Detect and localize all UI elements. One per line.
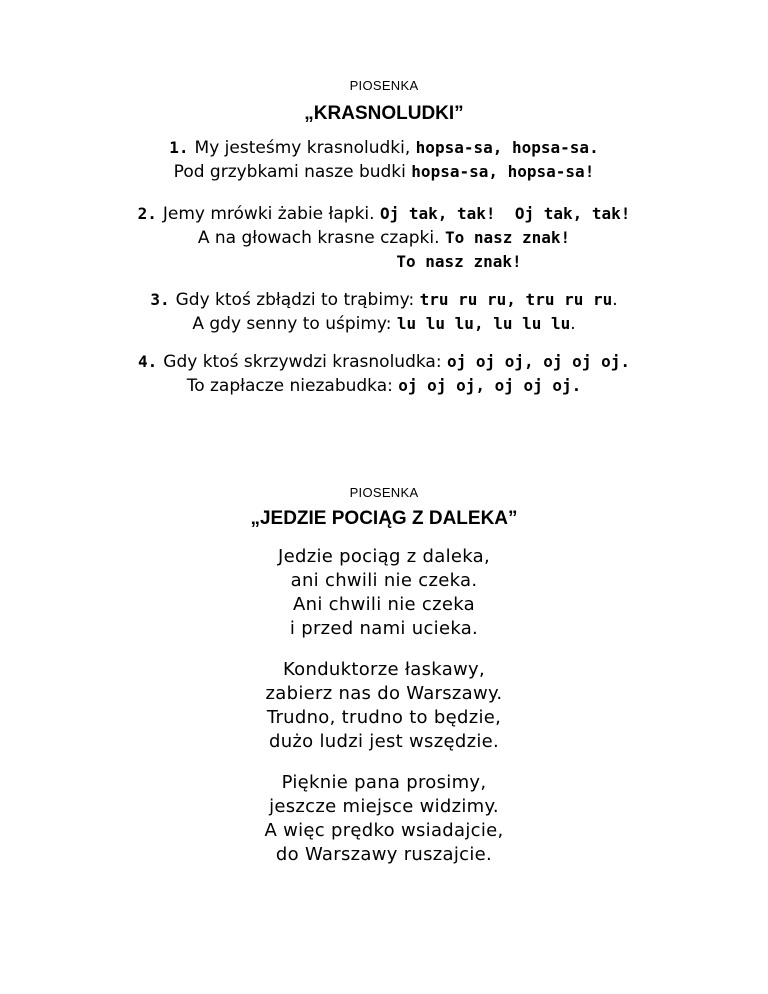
verse-line: dużo ludzi jest wszędzie. [268,731,500,752]
verse-line [0,202,768,226]
verse-line: Ani chwili nie czeka [293,594,475,615]
verse-text: Pod grzybkami nasze budki [173,162,412,182]
stanza-number: 4. [138,352,158,371]
verse-text: A na głowach krasne czapki. [197,228,445,248]
verse-line [0,374,768,398]
verse-text: To zapłacze niezabudka: [186,376,399,396]
verse-text: Jemy mrówki żabie łapki. [162,204,380,224]
song-2-title: „JEDZIE POCIĄG Z DALEKA” [250,508,518,529]
stanza-number: 3. [150,290,170,309]
verse-line: zabierz nas do Warszawy. [265,683,503,704]
verse-line [0,226,768,250]
song-1-stanza-2 [0,202,768,274]
refrain-text: oj oj oj, oj oj oj. [398,376,582,395]
verse-text: Gdy ktoś skrzywdzi krasnoludka: [163,352,447,372]
verse-line [0,350,768,374]
refrain-text: Oj tak, tak! Oj tak, tak! [379,204,631,223]
song-jedzie-pociag [0,485,768,884]
verse-text: Gdy ktoś zbłądzi to trąbimy: [175,290,420,310]
verse-line [0,136,768,160]
refrain-text: hopsa-sa, hopsa-sa! [411,162,595,181]
song-2-heading: PIOSENKA [349,485,419,500]
refrain-text: To nasz znak! [396,252,522,271]
verse-text: My jesteśmy krasnoludki, [194,138,416,158]
verse-line: i przed nami ucieka. [289,618,479,639]
verse-line: Trudno, trudno to będzie, [266,707,502,728]
song-1-title: „KRASNOLUDKI” [304,103,464,124]
verse-line: Konduktorze łaskawy, [282,659,486,680]
refrain-text: oj oj oj, oj oj oj. [446,352,630,371]
verse-line: A więc prędko wsiadajcie, [264,820,504,841]
verse-line [0,312,768,336]
song-1-stanza-4 [0,350,768,398]
refrain-text: To nasz znak! [444,228,571,247]
refrain-text: lu lu lu, lu lu lu [396,314,571,333]
verse-line [0,250,768,274]
verse-line: jeszcze miejsce widzimy. [269,796,499,817]
song-1-heading: PIOSENKA [349,78,419,93]
verse-line: Jedzie pociąg z daleka, [277,546,491,567]
song-2-stanza-3 [0,771,768,867]
verse-punct: . [612,290,618,310]
verse-line: do Warszawy ruszajcie. [275,844,493,865]
verse-line [0,288,768,312]
stanza-number: 1. [169,138,189,157]
verse-punct: . [570,314,576,334]
song-2-stanza-2 [0,658,768,754]
verse-text: A gdy senny to uśpimy: [192,314,397,334]
song-1-stanza-1 [0,136,768,184]
verse-line [0,160,768,184]
stanza-number: 2. [137,204,157,223]
verse-line: Pięknie pana prosimy, [281,772,487,793]
refrain-text: hopsa-sa, hopsa-sa. [415,138,599,157]
song-krasnoludki [0,78,768,398]
song-1-stanza-3 [0,288,768,336]
verse-line: ani chwili nie czeka. [290,570,478,591]
song-2-stanza-1 [0,545,768,641]
refrain-text: tru ru ru, tru ru ru [419,290,613,309]
